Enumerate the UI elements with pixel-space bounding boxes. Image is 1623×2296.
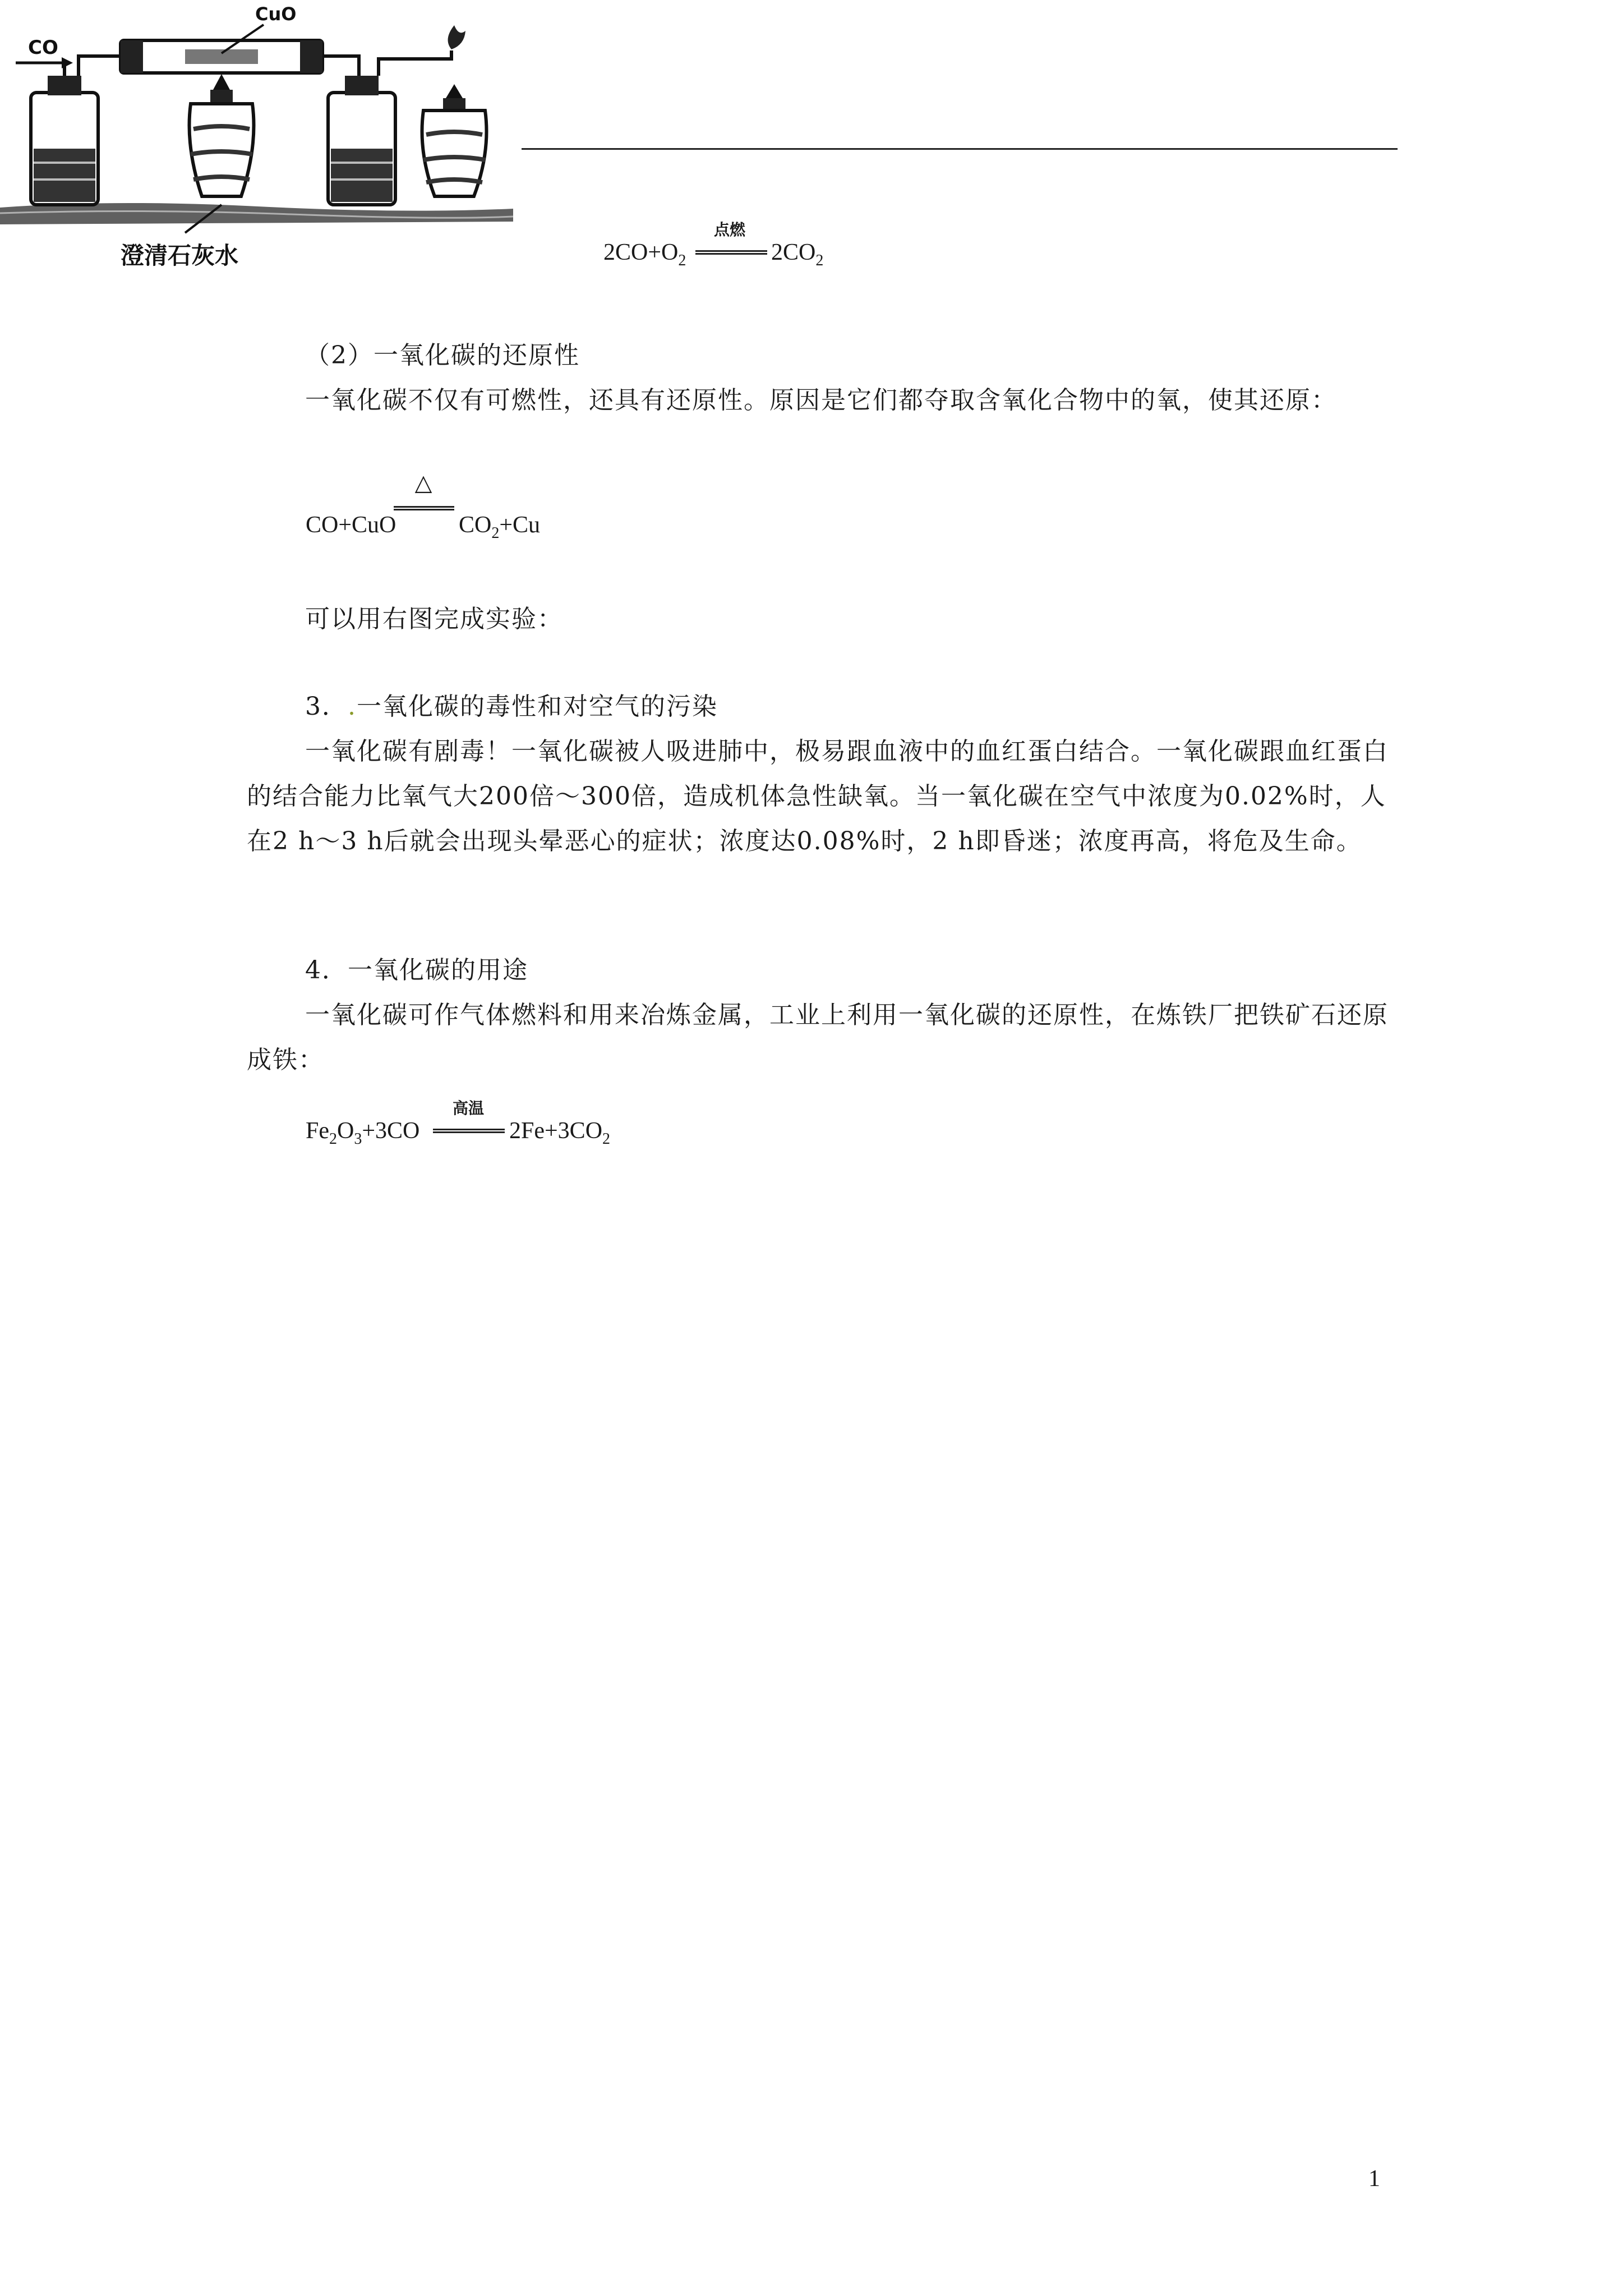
eq3-rhs (509, 1117, 610, 1148)
eq3-lhs-b: O (337, 1118, 354, 1144)
cuo-label: CuO (255, 3, 297, 25)
alcohol-lamp-2 (422, 84, 487, 196)
eq3-lhs-sub1: 2 (329, 1130, 337, 1148)
wash-bottle-1 (31, 76, 98, 205)
section3-dot: . (348, 692, 357, 721)
eq2-rhs (459, 512, 540, 542)
eq1-rhs: 2CO (771, 240, 816, 265)
eq1-lhs-sub: 2 (678, 252, 686, 269)
eq1-lhs: 2CO+O (603, 240, 679, 265)
section2-body: 一氧化碳不仅有可燃性，还具有还原性。原因是它们都夺取含氧化合物中的氧，使其还原： (305, 386, 1337, 415)
eq3-rhs-a: 2Fe+3CO (509, 1118, 603, 1144)
limewater-label: 澄清石灰水 (121, 242, 239, 269)
eq2-condition: △ (414, 470, 432, 496)
eq2-rhs-b: +Cu (499, 512, 541, 538)
eq3-equals-sign (433, 1129, 505, 1133)
apparatus-diagram (0, 0, 522, 280)
eq2-lhs: CO+CuO (306, 512, 396, 538)
experiment-note: 可以用右图完成实验： (305, 605, 563, 633)
section3-number: 3． (305, 692, 348, 721)
wash-bottle-2 (328, 76, 395, 205)
alcohol-lamp-1 (190, 74, 254, 196)
section4-heading: 4．一氧化碳的用途 (305, 956, 528, 984)
section3-body: 一氧化碳有剧毒！一氧化碳被人吸进肺中，极易跟血液中的血红蛋白结合。一氧化碳跟血红蛋白的结合能力比氧气大200倍～300倍，造成机体急性缺氧。当一氧化碳在空气中浓度为0.02%时，人在2 h～3 h后就会出现头晕恶心的症状；浓度达0.08%时，2 h即昏迷；浓度再高，将危及生命。 (247, 737, 1389, 855)
eq3-lhs-sub2: 3 (354, 1130, 362, 1148)
answer-blank-line (522, 148, 1398, 150)
section4-body: 一氧化碳可作气体燃料和用来冶炼金属，工业上利用一氧化碳的还原性，在炼铁厂把铁矿石还原成铁： (247, 1001, 1389, 1074)
equation-co-combustion-rhs (771, 239, 823, 270)
eq3-lhs (306, 1117, 419, 1148)
eq2-rhs-a: CO (459, 512, 492, 538)
combustion-tube (121, 40, 322, 73)
eq3-lhs-a: Fe (306, 1118, 329, 1144)
section2-heading: （2）一氧化碳的还原性 (305, 341, 580, 370)
eq2-equals-sign (394, 506, 454, 510)
section3-heading (247, 684, 1396, 729)
section3-title: 一氧化碳的毒性和对空气的污染 (357, 692, 718, 721)
equation-co-combustion-lhs (603, 239, 686, 270)
eq2-rhs-sub: 2 (491, 524, 500, 542)
eq3-condition: 高温 (452, 1099, 484, 1117)
eq3-lhs-c: +3CO (362, 1118, 420, 1144)
page-number: 1 (1368, 2166, 1380, 2192)
eq3-rhs-sub: 2 (602, 1130, 611, 1148)
eq1-condition: 点燃 (713, 220, 745, 239)
co-label: CO (28, 36, 58, 59)
eq1-rhs-sub: 2 (815, 252, 824, 269)
eq1-equals-sign (695, 250, 767, 255)
